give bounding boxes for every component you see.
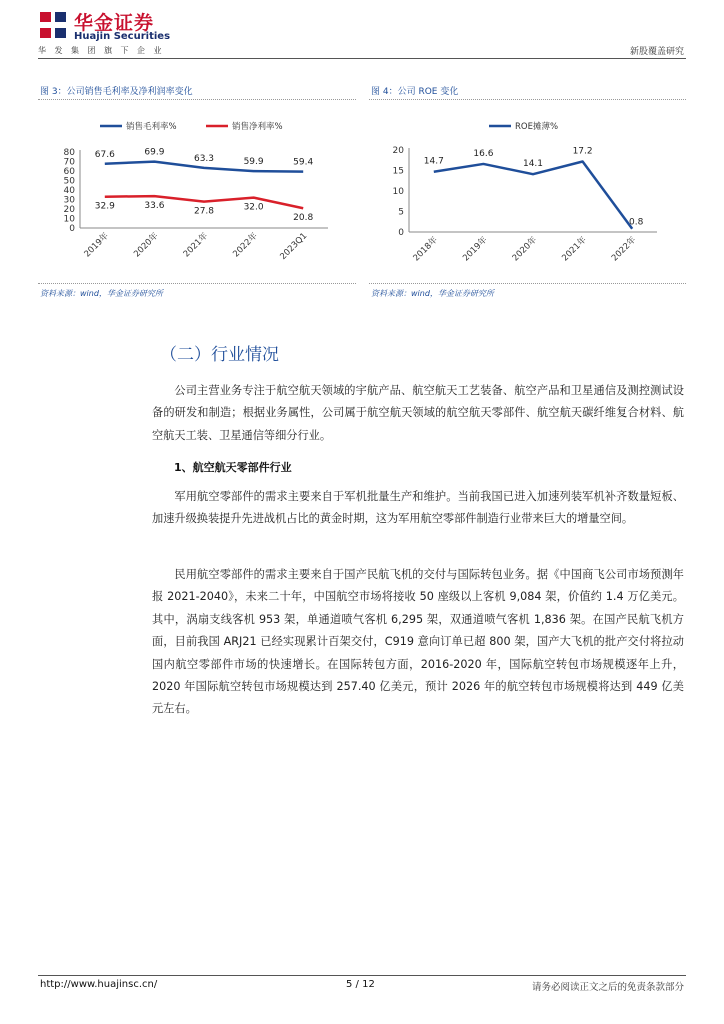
company-slogan: 华发集团旗下企业 (38, 46, 170, 55)
series-line (434, 161, 632, 228)
y-tick-label: 20 (392, 146, 404, 156)
data-label: 59.4 (293, 157, 314, 168)
header-divider (38, 58, 686, 59)
x-tick-label: 2022年 (231, 231, 260, 260)
figure-4-source-rule (369, 283, 686, 284)
y-tick-label: 40 (63, 186, 75, 196)
margin-chart (38, 106, 356, 282)
legend-label: 销售毛利率% (126, 122, 177, 132)
y-tick-label: 70 (63, 157, 75, 168)
paragraph-overview: 公司主营业务专注于航空航天领域的宇航产品、航空航天工艺装备、航空产品和卫星通信及测控测试设备的研发和制造；根据业务属性，公司属于航空航天领域的航空航天零部件、航空航天碳纤维复合材料、航空航天工装、卫星通信等细分行业。 (152, 384, 684, 442)
data-label: 27.8 (193, 206, 215, 217)
data-label: 16.6 (473, 148, 494, 159)
data-label: 0.8 (629, 217, 644, 228)
figure-3-source: 资料来源：wind，华金证券研究所 (40, 289, 163, 298)
legend-label: ROE摊薄% (515, 122, 559, 132)
x-tick-label: 2022年 (609, 235, 639, 264)
paragraph-military: 军用航空零部件的需求主要来自于军机批量生产和维护。当前我国已进入加速列装军机补齐数量短板、加速升级换装提升先进战机占比的黄金时期，这为军用航空零部件制造行业带来巨大的增量空间。 (152, 490, 684, 526)
x-tick-label: 2023Q1 (278, 231, 310, 262)
footer-divider (38, 975, 686, 976)
data-label: 32.0 (243, 202, 264, 213)
x-tick-label: 2021年 (560, 235, 589, 264)
data-label: 33.6 (144, 201, 165, 212)
figure-4-rule (369, 99, 686, 100)
y-tick-label: 50 (63, 176, 75, 187)
paragraph-civil: 民用航空零部件的需求主要来自于国产民航飞机的交付与国际转包业务。据《中国商飞公司市场预测年报 2021-2040》，未来二十年，中国航空市场将接收 50 座级以上客机 9,084 架，价值约 1.4 万亿美元。其中，涡扇支线客机 953 架，单通道喷气客机 6,295 架，双通道喷气客机 1,836 架。在国产民航飞机方面，目前我国 ARJ21 已经实现累计百架交付，C919 意向订单已超 800 架，国产大飞机的批产交付将拉动国内航空零部件市场的快速增长。在国际转包方面，2016-2020 年，国际航空转包市场规模逐年上升，2020 年国际航空转包市场规模达到 257.40 亿美元，预计 2026 年的航空转包市场规模将达到 449 亿美元左右。 (152, 568, 684, 716)
y-tick-label: 15 (392, 166, 404, 177)
figure-4-caption: 图 4：公司 ROE 变化 (371, 87, 459, 97)
figure-4-source: 资料来源：wind，华金证券研究所 (371, 289, 494, 298)
x-tick-label: 2019年 (461, 235, 490, 264)
data-label: 20.8 (293, 213, 314, 224)
footer-disclaimer: 请务必阅读正文之后的免责条款部分 (531, 982, 684, 993)
y-tick-label: 10 (63, 214, 75, 225)
x-tick-label: 2021年 (181, 231, 211, 260)
x-tick-label: 2018年 (411, 235, 440, 264)
y-tick-label: 80 (63, 148, 75, 158)
y-tick-label: 10 (392, 187, 404, 197)
data-label: 14.7 (423, 156, 444, 167)
subsection-title: 1、航空航天零部件行业 (174, 461, 292, 474)
y-tick-label: 0 (398, 228, 404, 238)
data-label: 63.3 (193, 153, 215, 164)
company-name-cn: 华金证券 (74, 12, 155, 34)
x-tick-label: 2019年 (82, 231, 111, 260)
data-label: 14.1 (522, 159, 544, 170)
page-number: 5 / 12 (346, 979, 375, 990)
report-type: 新股覆盖研究 (629, 47, 684, 57)
data-label: 69.9 (144, 147, 165, 158)
data-label: 32.9 (94, 201, 115, 212)
y-tick-label: 20 (63, 205, 75, 215)
data-label: 67.6 (94, 149, 115, 160)
y-tick-label: 30 (63, 195, 75, 206)
y-tick-label: 5 (398, 207, 404, 218)
data-label: 59.9 (243, 157, 264, 168)
y-tick-label: 0 (69, 224, 75, 234)
figure-3-rule (38, 99, 356, 100)
section-title: （二）行业情况 (160, 345, 279, 365)
x-tick-label: 2020年 (132, 231, 161, 260)
legend-label: 销售净利率% (232, 122, 283, 132)
data-label: 17.2 (572, 146, 593, 157)
roe-chart (369, 106, 686, 282)
figure-3-caption: 图 3：公司销售毛利率及净利润率变化 (40, 87, 193, 97)
figure-3-source-rule (38, 283, 356, 284)
x-tick-label: 2020年 (510, 235, 540, 264)
y-tick-label: 60 (63, 167, 75, 177)
footer-url: http://www.huajinsc.cn/ (40, 979, 158, 990)
huajin-logo-icon (38, 10, 68, 40)
company-name-en: Huajin Securities (74, 31, 171, 42)
